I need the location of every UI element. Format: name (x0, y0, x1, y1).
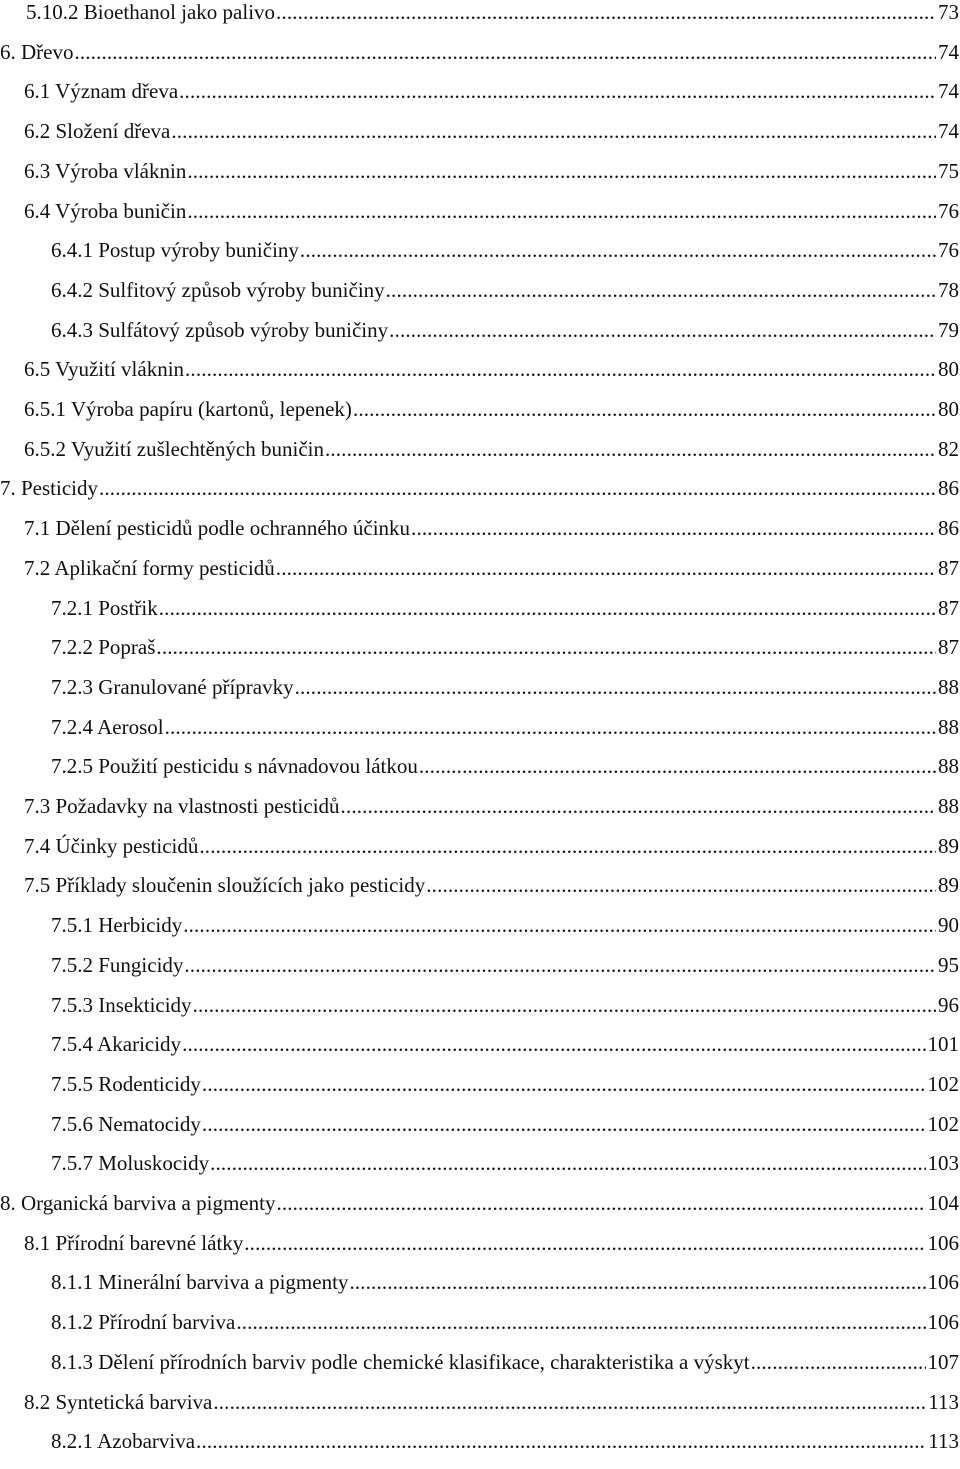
toc-row (0, 993, 960, 1033)
toc-row (0, 199, 960, 239)
dot-leader (159, 596, 936, 620)
toc-row (0, 1390, 960, 1430)
toc-entry-page-number: 76 (936, 199, 960, 223)
toc-entry-page-number: 75 (936, 159, 960, 183)
toc-entry-title: 7.1 Dělení pesticidů podle ochranného účinku (24, 516, 411, 540)
dot-leader (156, 635, 936, 659)
toc-entry-page-number: 88 (936, 715, 960, 739)
dot-leader (341, 794, 936, 818)
toc-entry-page-number: 87 (936, 635, 960, 659)
toc-entry-link[interactable] (51, 1032, 960, 1072)
toc-entry-title: 8.2.1 Azobarviva (51, 1429, 196, 1453)
toc-entry-title: 7.4 Účinky pesticidů (24, 834, 199, 858)
toc-row (0, 873, 960, 913)
dot-leader (244, 1231, 925, 1255)
dot-leader (99, 476, 936, 500)
toc-entry-page-number: 76 (936, 238, 960, 262)
toc-entry-link[interactable] (24, 794, 960, 834)
toc-row (0, 1032, 960, 1072)
toc-entry-page-number: 102 (926, 1112, 960, 1136)
toc-row (0, 1231, 960, 1271)
toc-entry-title: 6. Dřevo (0, 40, 74, 64)
toc-entry-title: 7.5 Příklady sloučenin sloužících jako pesticidy (24, 873, 426, 897)
dot-leader (187, 159, 936, 183)
toc-entry-title: 6.5.2 Využití zušlechtěných buničin (24, 437, 325, 461)
toc-entry-link[interactable] (26, 0, 960, 40)
dot-leader (210, 1151, 925, 1175)
toc-row (0, 437, 960, 477)
toc-entry-page-number: 86 (936, 516, 960, 540)
toc-row (0, 675, 960, 715)
toc-entry-title: 7.2.3 Granulované přípravky (51, 675, 295, 699)
toc-entry-link[interactable] (51, 278, 960, 318)
dot-leader (300, 238, 936, 262)
toc-row (0, 0, 960, 40)
toc-entry-title: 8.1 Přírodní barevné látky (24, 1231, 244, 1255)
toc-entry-link[interactable] (51, 1270, 960, 1310)
toc-entry-link[interactable] (0, 1191, 960, 1231)
toc-entry-page-number: 74 (936, 79, 960, 103)
toc-entry-page-number: 88 (936, 794, 960, 818)
toc-entry-link[interactable] (51, 318, 960, 358)
toc-row (0, 1429, 960, 1469)
toc-entry-title: 6.5 Využití vláknin (24, 357, 185, 381)
dot-leader (213, 1390, 926, 1414)
dot-leader (386, 278, 936, 302)
toc-entry-link[interactable] (51, 1151, 960, 1191)
dot-leader (184, 953, 936, 977)
toc-entry-page-number: 87 (936, 556, 960, 580)
toc-row (0, 79, 960, 119)
dot-leader (202, 1112, 926, 1136)
toc-entry-page-number: 73 (936, 0, 960, 24)
toc-entry-title: 7. Pesticidy (0, 476, 99, 500)
toc-row (0, 1072, 960, 1112)
toc-row (0, 357, 960, 397)
toc-entry-title: 6.5.1 Výroba papíru (kartonů, lepenek) (24, 397, 353, 421)
toc-entry-title: 7.5.2 Fungicidy (51, 953, 184, 977)
toc-entry-title: 7.5.5 Rodenticidy (51, 1072, 202, 1096)
dot-leader (202, 1072, 926, 1096)
toc-row (0, 754, 960, 794)
dot-leader (426, 873, 936, 897)
toc-entry-link[interactable] (24, 873, 960, 913)
toc-entry-link[interactable] (51, 953, 960, 993)
toc-entry-title: 8.1.2 Přírodní barviva (51, 1310, 236, 1334)
dot-leader (74, 40, 936, 64)
toc-row (0, 1151, 960, 1191)
toc-entry-page-number: 87 (936, 596, 960, 620)
toc-row (0, 1310, 960, 1350)
toc-entry-page-number: 102 (926, 1072, 960, 1096)
toc-entry-title: 8.1.3 Dělení přírodních barviv podle chemické klasifikace, charakteristika a výskyt (51, 1350, 751, 1374)
toc-entry-page-number: 106 (926, 1231, 960, 1255)
toc-entry-page-number: 78 (936, 278, 960, 302)
dot-leader (236, 1310, 925, 1334)
toc-row (0, 40, 960, 80)
toc-entry-link[interactable] (51, 596, 960, 636)
toc-entry-title: 7.2.5 Použití pesticidu s návnadovou látkou (51, 754, 419, 778)
toc-row (0, 278, 960, 318)
toc-entry-title: 7.3 Požadavky na vlastnosti pesticidů (24, 794, 341, 818)
toc-entry-link[interactable] (24, 357, 960, 397)
toc-entry-page-number: 74 (936, 40, 960, 64)
toc-entry-title: 8. Organická barviva a pigmenty (0, 1191, 276, 1215)
toc-row (0, 635, 960, 675)
toc-row (0, 715, 960, 755)
toc-entry-link[interactable] (24, 556, 960, 596)
toc-entry-title: 5.10.2 Bioethanol jako palivo (26, 0, 276, 24)
toc-entry-link[interactable] (51, 238, 960, 278)
dot-leader (276, 0, 936, 24)
toc-entry-title: 7.2.4 Aerosol (51, 715, 165, 739)
toc-entry-page-number: 95 (936, 953, 960, 977)
toc-entry-page-number: 82 (936, 437, 960, 461)
toc-row (0, 516, 960, 556)
toc-entry-title: 6.1 Význam dřeva (24, 79, 179, 103)
toc-entry-link[interactable] (51, 1429, 960, 1469)
dot-leader (751, 1350, 926, 1374)
toc-entry-page-number: 79 (936, 318, 960, 342)
toc-row (0, 1270, 960, 1310)
dot-leader (353, 397, 936, 421)
toc-entry-page-number: 86 (936, 476, 960, 500)
toc-entry-page-number: 88 (936, 675, 960, 699)
toc-row (0, 476, 960, 516)
toc-entry-link[interactable] (51, 1072, 960, 1112)
toc-entry-page-number: 113 (926, 1429, 960, 1453)
dot-leader (295, 675, 936, 699)
toc-entry-page-number: 89 (936, 834, 960, 858)
toc-entry-link[interactable] (51, 1112, 960, 1152)
toc-entry-link[interactable] (51, 635, 960, 675)
dot-leader (389, 318, 936, 342)
toc-entry-page-number: 106 (926, 1270, 960, 1294)
toc-entry-link[interactable] (24, 516, 960, 556)
toc-entry-link[interactable] (51, 675, 960, 715)
toc-entry-page-number: 106 (926, 1310, 960, 1334)
toc-row (0, 556, 960, 596)
toc-entry-link[interactable] (24, 1390, 960, 1430)
dot-leader (171, 119, 936, 143)
dot-leader (419, 754, 936, 778)
toc-entry-page-number: 107 (926, 1350, 960, 1374)
toc-row (0, 1350, 960, 1390)
toc-entry-page-number: 104 (926, 1191, 960, 1215)
toc-entry-title: 6.3 Výroba vláknin (24, 159, 187, 183)
toc-entry-page-number: 89 (936, 873, 960, 897)
toc-entry-page-number: 80 (936, 357, 960, 381)
toc-entry-link[interactable] (24, 1231, 960, 1271)
dot-leader (276, 556, 936, 580)
toc-entry-title: 7.5.6 Nematocidy (51, 1112, 202, 1136)
toc-entry-title: 6.4.3 Sulfátový způsob výroby buničiny (51, 318, 389, 342)
toc-entry-link[interactable] (51, 913, 960, 953)
toc-row (0, 834, 960, 874)
toc-entry-link[interactable] (24, 119, 960, 159)
toc-entry-title: 8.2 Syntetická barviva (24, 1390, 213, 1414)
toc-entry-page-number: 80 (936, 397, 960, 421)
toc-entry-page-number: 101 (926, 1032, 960, 1056)
dot-leader (411, 516, 936, 540)
toc-entry-page-number: 96 (936, 993, 960, 1017)
dot-leader (199, 834, 936, 858)
toc-entry-title: 8.1.1 Minerální barviva a pigmenty (51, 1270, 349, 1294)
toc-row (0, 596, 960, 636)
toc-entry-title: 7.5.7 Moluskocidy (51, 1151, 210, 1175)
dot-leader (325, 437, 936, 461)
dot-leader (185, 357, 936, 381)
dot-leader (182, 1032, 925, 1056)
toc-entry-link[interactable] (51, 754, 960, 794)
toc-row (0, 794, 960, 834)
toc-entry-link[interactable] (0, 40, 960, 80)
dot-leader (187, 199, 936, 223)
toc-entry-page-number: 88 (936, 754, 960, 778)
toc-row (0, 953, 960, 993)
toc-entry-title: 7.5.1 Herbicidy (51, 913, 183, 937)
toc-row (0, 1112, 960, 1152)
toc-entry-page-number: 113 (926, 1390, 960, 1414)
toc-entry-link[interactable] (24, 79, 960, 119)
toc-entry-link[interactable] (51, 1350, 960, 1390)
toc-row (0, 397, 960, 437)
toc-entry-title: 7.2.1 Postřik (51, 596, 159, 620)
toc-entry-title: 7.2 Aplikační formy pesticidů (24, 556, 276, 580)
dot-leader (183, 913, 936, 937)
dot-leader (165, 715, 936, 739)
dot-leader (196, 1429, 926, 1453)
toc-entry-link[interactable] (51, 715, 960, 755)
toc-entry-title: 6.4.1 Postup výroby buničiny (51, 238, 300, 262)
toc-entry-title: 7.5.3 Insekticidy (51, 993, 193, 1017)
toc-row (0, 238, 960, 278)
toc-entry-link[interactable] (24, 199, 960, 239)
toc-row (0, 318, 960, 358)
toc-entry-link[interactable] (51, 993, 960, 1033)
toc-row (0, 119, 960, 159)
dot-leader (193, 993, 936, 1017)
toc-entry-link[interactable] (24, 159, 960, 199)
toc-entry-link[interactable] (24, 397, 960, 437)
toc-entry-link[interactable] (0, 476, 960, 516)
dot-leader (276, 1191, 925, 1215)
toc-entry-link[interactable] (24, 834, 960, 874)
toc-entry-page-number: 74 (936, 119, 960, 143)
toc-row (0, 159, 960, 199)
toc-entry-title: 7.2.2 Popraš (51, 635, 156, 659)
toc-entry-title: 6.4 Výroba buničin (24, 199, 187, 223)
dot-leader (349, 1270, 925, 1294)
toc-row (0, 1191, 960, 1231)
toc-entry-link[interactable] (24, 437, 960, 477)
toc-entry-title: 6.4.2 Sulfitový způsob výroby buničiny (51, 278, 386, 302)
dot-leader (179, 79, 936, 103)
toc-entry-title: 7.5.4 Akaricidy (51, 1032, 182, 1056)
toc-entry-link[interactable] (51, 1310, 960, 1350)
toc-entry-page-number: 90 (936, 913, 960, 937)
toc-entry-page-number: 103 (926, 1151, 960, 1175)
toc-row (0, 913, 960, 953)
toc-entry-title: 6.2 Složení dřeva (24, 119, 171, 143)
